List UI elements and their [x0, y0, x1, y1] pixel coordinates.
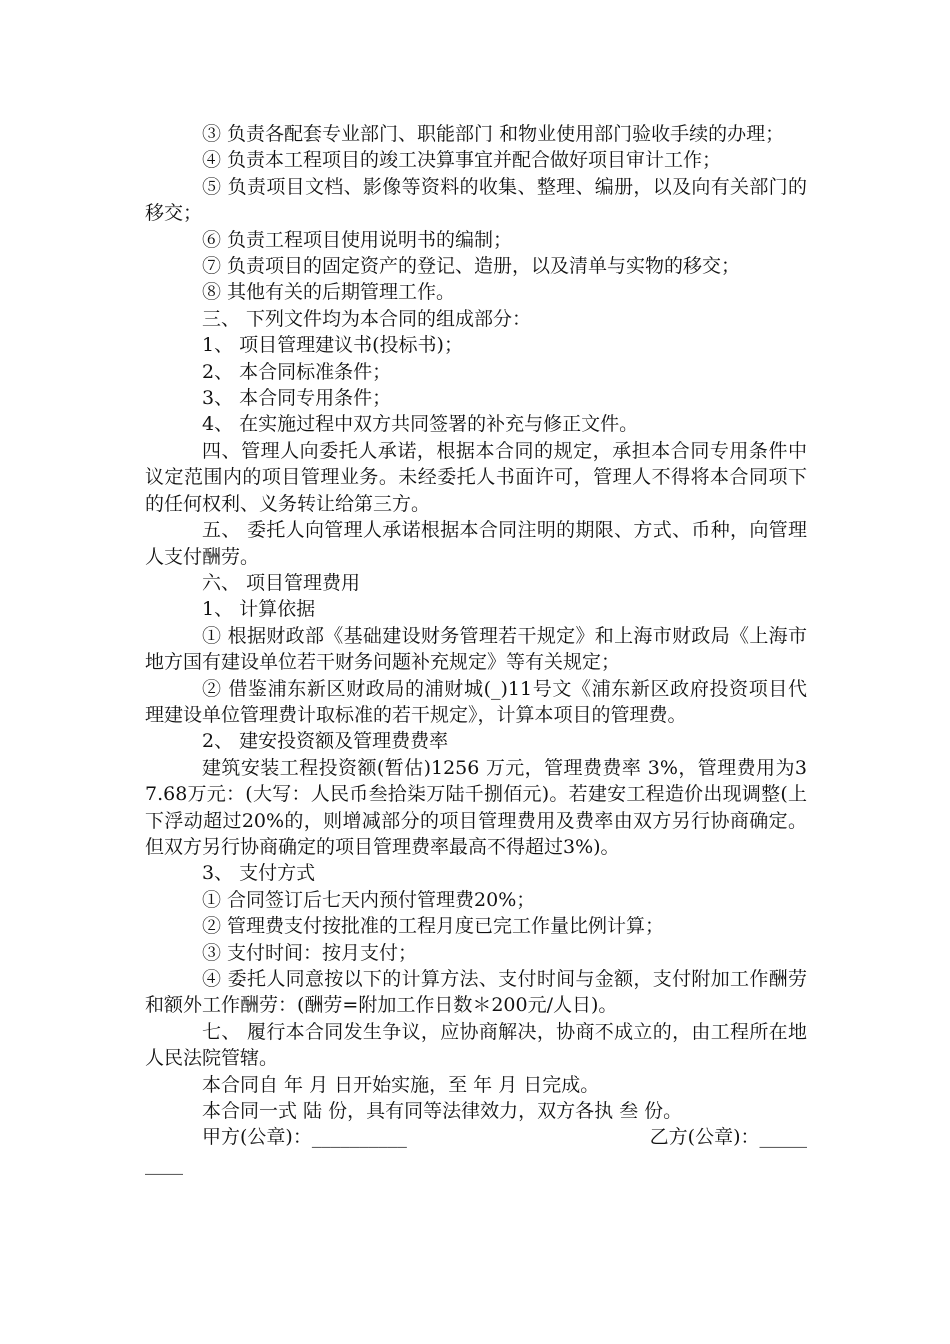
list-item: ② 管理费支付按批准的工程月度已完工作量比例计算；	[202, 915, 665, 938]
subsection-heading: 2、 建安投资额及管理费费率	[202, 730, 449, 753]
paragraph: ⑥ 负责工程项目使用说明书的编制；	[202, 228, 513, 251]
subsection-heading: 1、 计算依据	[202, 598, 316, 621]
list-item: ④ 委托人同意按以下的计算方法、支付时间与金额，支付附加工作酬劳和额外工作酬劳：(酬劳=附加工作日数＊200元/人日)。	[145, 968, 807, 1017]
paragraph: ③ 负责各配套专业部门、职能部门 和物业使用部门验收手续的办理；	[202, 123, 785, 145]
signature-line	[145, 1124, 807, 1150]
section-heading-3: 三、 下列文件均为本合同的组成部分：	[202, 307, 532, 330]
paragraph: ⑧ 其他有关的后期管理工作。	[202, 281, 456, 304]
paragraph: ⑦ 负责项目的固定资产的登记、造册，以及清单与实物的移交；	[202, 255, 741, 278]
fee-paragraph: 建筑安装工程投资额(暂估)1256 万元，管理费费率 3%，管理费用为37.68万元：(大写：人民币叁拾柒万陆千捌佰元)。若建安工程造价出现调整(上下浮动超过20%的，则增减部分的项目管理费用及费率由双方另行协商确定。但双方另行协商确定的项目管理费率最高不得超过3%)。	[145, 756, 807, 858]
list-item: 3、 本合同专用条件；	[202, 387, 392, 410]
party-b-seal: 乙方(公章)：_____	[649, 1126, 807, 1149]
signature-underline-tail: ____	[145, 1152, 183, 1175]
paragraph: ⑤ 负责项目文档、影像等资料的收集、整理、编册，以及向有关部门的移交；	[145, 175, 807, 225]
paragraph: ② 借鉴浦东新区财政局的浦财城(_)11号文《浦东新区政府投资项目代理建设单位管理费计取标准的若干规定》，计算本项目的管理费。	[145, 677, 807, 726]
list-item: 4、 在实施过程中双方共同签署的补充与修正文件。	[202, 413, 639, 436]
contract-text-body	[145, 121, 807, 1177]
list-item: ① 合同签订后七天内预付管理费20%；	[202, 888, 536, 911]
paragraph: ④ 负责本工程项目的竣工决算事宜并配合做好项目审计工作；	[202, 149, 722, 172]
section-4-paragraph: 四、管理人向委托人承诺，根据本合同的规定，承担本合同专用条件中议定范围内的项目管理业务。未经委托人书面许可，管理人不得将本合同项下的任何权利、义务转让给第三方。	[145, 439, 807, 515]
section-5-paragraph: 五、 委托人向管理人承诺根据本合同注明的期限、方式、币种，向管理人支付酬劳。	[145, 519, 807, 568]
copies-paragraph: 本合同一式 陆 份，具有同等法律效力，双方各执 叁 份。	[202, 1100, 683, 1123]
list-item: ③ 支付时间：按月支付；	[202, 941, 418, 964]
term-paragraph: 本合同自 年 月 日开始实施，至 年 月 日完成。	[202, 1073, 600, 1096]
section-7-paragraph: 七、 履行本合同发生争议，应协商解决，协商不成立的，由工程所在地人民法院管辖。	[145, 1020, 807, 1070]
subsection-heading: 3、 支付方式	[202, 862, 316, 885]
list-item: 2、 本合同标准条件；	[202, 360, 392, 383]
party-a-seal: 甲方(公章)：__________	[202, 1126, 407, 1149]
section-heading-6: 六、 项目管理费用	[202, 571, 361, 594]
paragraph: ① 根据财政部《基础建设财务管理若干规定》和上海市财政局《上海市地方国有建设单位若干财务问题补充规定》等有关规定；	[145, 624, 807, 674]
list-item: 1、 项目管理建议书(投标书)；	[202, 334, 463, 357]
